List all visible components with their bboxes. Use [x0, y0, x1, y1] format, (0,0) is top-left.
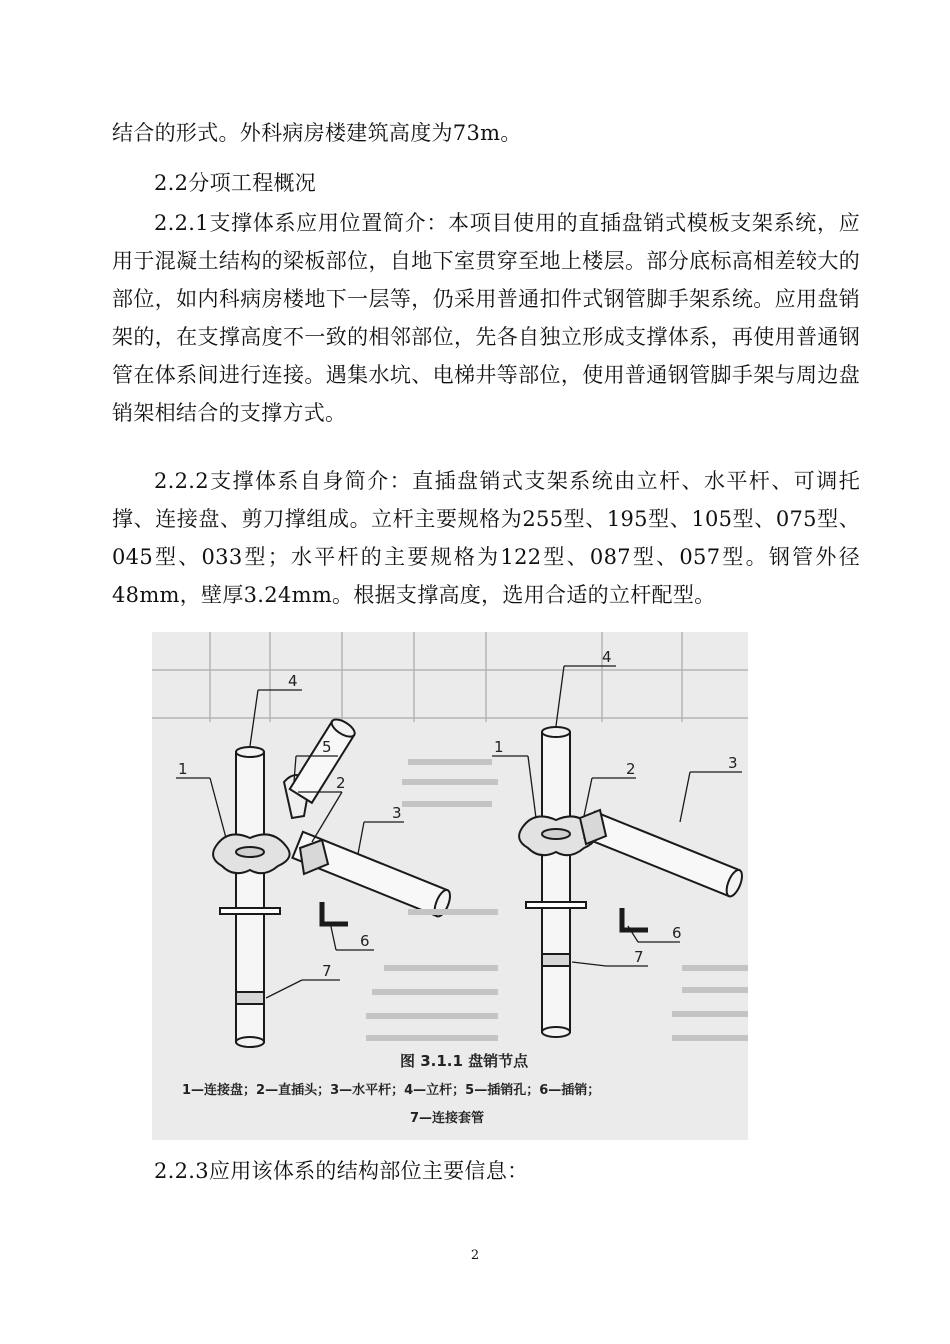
left-label-1: 1	[178, 760, 188, 778]
page-number: 2	[470, 1248, 480, 1263]
left-label-7: 7	[322, 962, 332, 980]
right-label-4: 4	[602, 648, 612, 666]
faded-table-lines	[152, 632, 748, 722]
right-label-6: 6	[672, 924, 682, 942]
figure-drawing	[152, 632, 748, 1140]
right-leader-lines	[492, 666, 742, 966]
right-label-2: 2	[626, 760, 636, 778]
left-label-4: 4	[288, 672, 298, 690]
section-heading-2-2: 2.2分项工程概况	[154, 171, 317, 195]
left-label-5: 5	[322, 738, 332, 756]
left-label-6: 6	[360, 932, 370, 950]
paragraph-2-2-2: 2.2.2支撑体系自身简介：直插盘销式支架系统由立杆、水平杆、可调托撑、连接盘、剪刀撑组成。立杆主要规格为255型、195型、105型、075型、045型、033型；水平杆的主要规格为122型、087型、057型。钢管外径48mm，壁厚3.24mm。根据支撑高度，选用合适的立杆配型。	[112, 469, 860, 607]
left-label-3: 3	[392, 804, 402, 822]
left-leader-lines	[176, 690, 404, 998]
paragraph-continuation: 结合的形式。外科病房楼建筑高度为73m。	[112, 121, 522, 145]
figure-caption: 图 3.1.1 盘销节点	[400, 1052, 529, 1070]
paragraph-2-2-3: 2.2.3应用该体系的结构部位主要信息：	[154, 1159, 529, 1183]
right-label-3: 3	[728, 754, 738, 772]
figure-legend-line2: 7—连接套管	[410, 1111, 485, 1126]
figure-legend-line1: 1—连接盘；2—直插头；3—水平杆；4—立杆；5—插销孔；6—插销；	[182, 1083, 601, 1098]
right-label-1: 1	[494, 738, 504, 756]
right-label-7: 7	[634, 948, 644, 966]
left-label-2: 2	[336, 774, 346, 792]
left-node-drawing	[213, 716, 453, 1047]
disc-pin-joint-figure	[152, 632, 748, 1140]
paragraph-2-2-1: 2.2.1支撑体系应用位置简介：本项目使用的直插盘销式模板支架系统，应用于混凝土结构的梁板部位，自地下室贯穿至地上楼层。部分底标高相差较大的部位，如内科病房楼地下一层等，仍采用普通扣件式钢管脚手架系统。应用盘销架的，在支撑高度不一致的相邻部位，先各自独立形成支撑体系，再使用普通钢管在体系间进行连接。遇集水坑、电梯井等部位，使用普通钢管脚手架与周边盘销架相结合的支撑方式。	[112, 211, 860, 425]
